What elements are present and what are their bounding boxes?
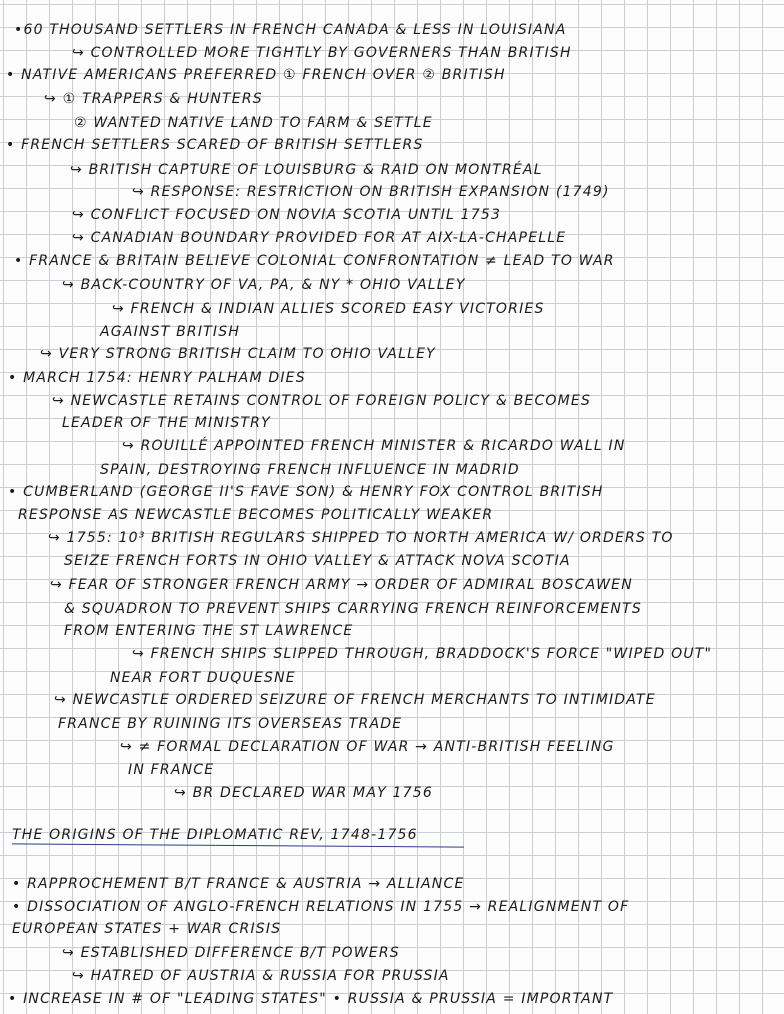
note-line: ↪ BRITISH CAPTURE OF LOUISBURG & RAID ON MONTRÉAL: [70, 162, 543, 178]
note-line: AGAINST BRITISH: [100, 324, 241, 340]
note-line: SEIZE FRENCH FORTS IN OHIO VALLEY & ATTACK NOVA SCOTIA: [64, 553, 571, 569]
note-line: • FRANCE & BRITAIN BELIEVE COLONIAL CONFRONTATION ≠ LEAD TO WAR: [14, 253, 615, 269]
note-line: FROM ENTERING THE ST LAWRENCE: [64, 623, 354, 639]
heading-underline: [12, 843, 464, 847]
note-line: ↪ FEAR OF STRONGER FRENCH ARMY → ORDER OF ADMIRAL BOSCAWEN: [50, 577, 633, 593]
note-line: • INCREASE IN # OF "LEADING STATES" • RUSSIA & PRUSSIA = IMPORTANT: [8, 991, 614, 1007]
note-line: RESPONSE AS NEWCASTLE BECOMES POLITICALLY WEAKER: [18, 507, 494, 523]
note-line: • RAPPROCHEMENT B/T FRANCE & AUSTRIA → ALLIANCE: [12, 876, 465, 892]
note-line: ↪ ① TRAPPERS & HUNTERS: [44, 91, 263, 107]
note-line: • FRENCH SETTLERS SCARED OF BRITISH SETTLERS: [6, 137, 424, 153]
note-line: ↪ VERY STRONG BRITISH CLAIM TO OHIO VALLEY: [40, 346, 436, 362]
note-line: ↪ ESTABLISHED DIFFERENCE B/T POWERS: [62, 945, 400, 961]
note-line: NEAR FORT DUQUESNE: [110, 670, 296, 686]
note-line: SPAIN, DESTROYING FRENCH INFLUENCE IN MADRID: [100, 462, 520, 478]
note-line: ↪ ≠ FORMAL DECLARATION OF WAR → ANTI-BRITISH FEELING: [120, 739, 615, 755]
note-line: ↪ CANADIAN BOUNDARY PROVIDED FOR AT AIX-LA-CHAPELLE: [72, 230, 567, 246]
note-line: ↪ BACK-COUNTRY OF VA, PA, & NY * OHIO VALLEY: [62, 277, 466, 293]
note-line: & SQUADRON TO PREVENT SHIPS CARRYING FRENCH REINFORCEMENTS: [64, 601, 642, 617]
note-line: ↪ CONTROLLED MORE TIGHTLY BY GOVERNERS THAN BRITISH: [72, 45, 572, 61]
note-line: • NATIVE AMERICANS PREFERRED ① FRENCH OVER ② BRITISH: [6, 67, 506, 83]
note-line: ↪ FRENCH & INDIAN ALLIES SCORED EASY VICTORIES: [112, 301, 545, 317]
note-line: • CUMBERLAND (GEORGE II'S FAVE SON) & HENRY FOX CONTROL BRITISH: [8, 484, 604, 500]
note-line: ↪ ROUILLÉ APPOINTED FRENCH MINISTER & RICARDO WALL IN: [122, 438, 626, 454]
note-line: IN FRANCE: [128, 762, 215, 778]
note-line: EUROPEAN STATES + WAR CRISIS: [12, 921, 282, 937]
note-line: ↪ 1755: 10³ BRITISH REGULARS SHIPPED TO NORTH AMERICA W/ ORDERS TO: [48, 530, 674, 546]
note-line: • MARCH 1754: HENRY PALHAM DIES: [8, 370, 306, 386]
note-line: ↪ CONFLICT FOCUSED ON NOVIA SCOTIA UNTIL 1753: [72, 207, 502, 223]
note-line: ② WANTED NATIVE LAND TO FARM & SETTLE: [74, 115, 433, 131]
note-line: •60 THOUSAND SETTLERS IN FRENCH CANADA & LESS IN LOUISIANA: [14, 22, 567, 38]
note-line: • DISSOCIATION OF ANGLO-FRENCH RELATIONS IN 1755 → REALIGNMENT OF: [12, 899, 630, 915]
note-line: ↪ BR DECLARED WAR MAY 1756: [174, 785, 433, 801]
note-line: ↪ NEWCASTLE RETAINS CONTROL OF FOREIGN POLICY & BECOMES: [52, 393, 592, 409]
note-line: ↪ FRENCH SHIPS SLIPPED THROUGH, BRADDOCK'S FORCE "WIPED OUT": [132, 646, 713, 662]
note-line: LEADER OF THE MINISTRY: [62, 415, 271, 431]
note-line: ↪ RESPONSE: RESTRICTION ON BRITISH EXPANSION (1749): [132, 184, 610, 200]
note-line: ↪ HATRED OF AUSTRIA & RUSSIA FOR PRUSSIA: [72, 968, 450, 984]
note-line: FRANCE BY RUINING ITS OVERSEAS TRADE: [58, 716, 403, 732]
note-line: ↪ NEWCASTLE ORDERED SEIZURE OF FRENCH MERCHANTS TO INTIMIDATE: [54, 692, 656, 708]
section-heading: THE ORIGINS OF THE DIPLOMATIC REV, 1748-1756: [12, 827, 418, 843]
